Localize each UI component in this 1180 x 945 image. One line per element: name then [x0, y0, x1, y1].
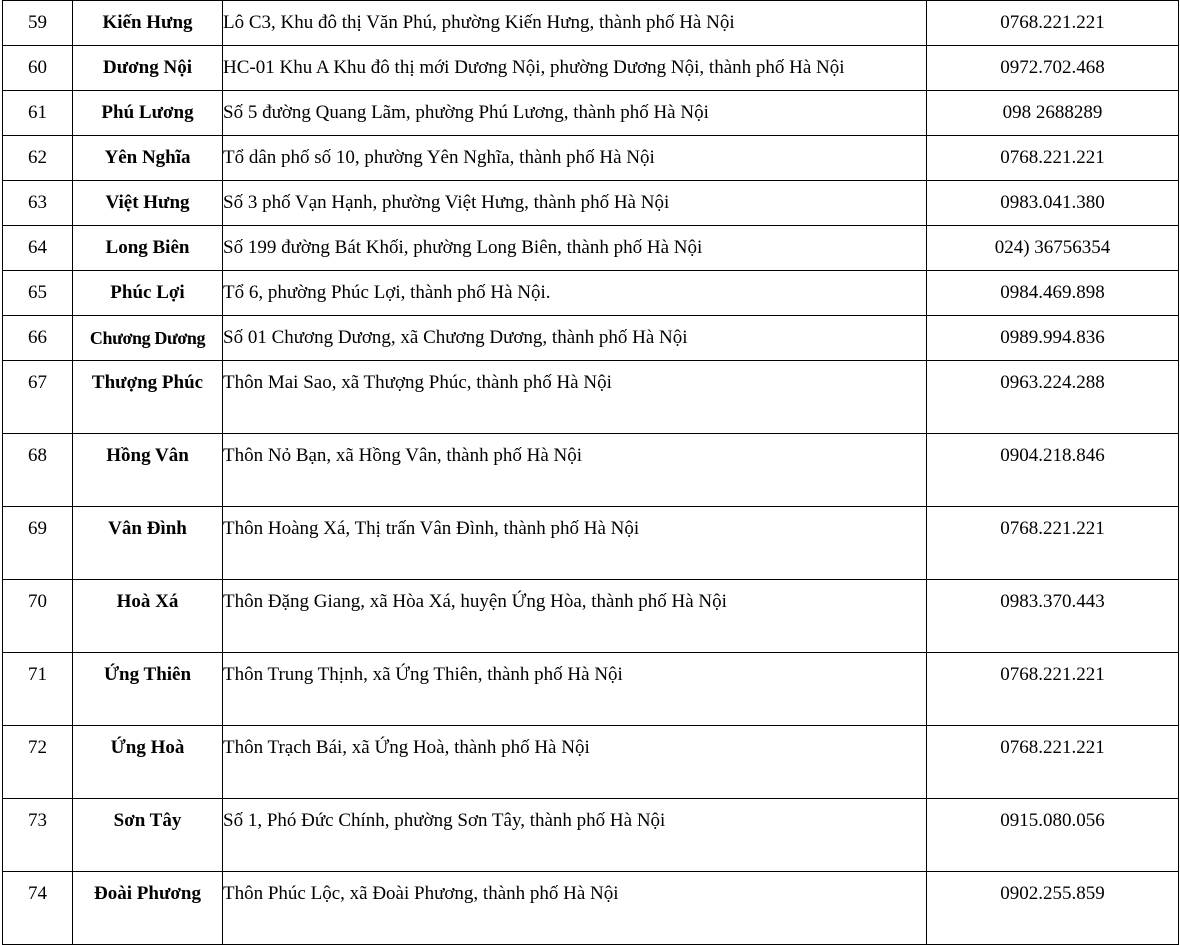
branch-address: Số 1, Phó Đức Chính, phường Sơn Tây, thành phố Hà Nội [223, 799, 927, 872]
table-row [3, 799, 1179, 872]
row-number: 67 [3, 361, 73, 434]
branch-address: Thôn Phúc Lộc, xã Đoài Phương, thành phố Hà Nội [223, 872, 927, 945]
table-row [3, 316, 1179, 361]
branch-name: Phú Lương [73, 91, 223, 136]
table-row [3, 726, 1179, 799]
branch-phone: 0768.221.221 [927, 507, 1179, 580]
branch-name: Hồng Vân [73, 434, 223, 507]
branch-name: Kiến Hưng [73, 1, 223, 46]
branch-phone: 0768.221.221 [927, 136, 1179, 181]
branch-name: Dương Nội [73, 46, 223, 91]
branch-phone: 0984.469.898 [927, 271, 1179, 316]
table-row [3, 226, 1179, 271]
branch-phone: 0768.221.221 [927, 653, 1179, 726]
table-row [3, 1, 1179, 46]
branch-name: Ứng Thiên [73, 653, 223, 726]
branch-address: Thôn Nỏ Bạn, xã Hồng Vân, thành phố Hà Nội [223, 434, 927, 507]
branch-name: Thượng Phúc [73, 361, 223, 434]
branch-name: Long Biên [73, 226, 223, 271]
row-number: 69 [3, 507, 73, 580]
row-number: 65 [3, 271, 73, 316]
branch-phone: 0768.221.221 [927, 726, 1179, 799]
branch-name: Sơn Tây [73, 799, 223, 872]
branch-address: Thôn Đặng Giang, xã Hòa Xá, huyện Ứng Hòa, thành phố Hà Nội [223, 580, 927, 653]
row-number: 59 [3, 1, 73, 46]
row-number: 68 [3, 434, 73, 507]
table-row [3, 271, 1179, 316]
table-row [3, 46, 1179, 91]
branch-address: Số 01 Chương Dương, xã Chương Dương, thành phố Hà Nội [223, 316, 927, 361]
branch-address: Số 3 phố Vạn Hạnh, phường Việt Hưng, thành phố Hà Nội [223, 181, 927, 226]
branch-name: Chương Dương [73, 316, 223, 361]
table-row [3, 361, 1179, 434]
branch-phone: 098 2688289 [927, 91, 1179, 136]
row-number: 72 [3, 726, 73, 799]
branch-name: Vân Đình [73, 507, 223, 580]
branch-address: Thôn Mai Sao, xã Thượng Phúc, thành phố Hà Nội [223, 361, 927, 434]
branch-phone: 0972.702.468 [927, 46, 1179, 91]
row-number: 74 [3, 872, 73, 945]
table-row [3, 136, 1179, 181]
branch-name: Phúc Lợi [73, 271, 223, 316]
branch-address: Số 5 đường Quang Lãm, phường Phú Lương, thành phố Hà Nội [223, 91, 927, 136]
branch-address: HC-01 Khu A Khu đô thị mới Dương Nội, phường Dương Nội, thành phố Hà Nội [223, 46, 927, 91]
branch-name: Ứng Hoà [73, 726, 223, 799]
table-row [3, 653, 1179, 726]
branch-table [2, 0, 1179, 945]
row-number: 73 [3, 799, 73, 872]
row-number: 61 [3, 91, 73, 136]
table-row [3, 181, 1179, 226]
table-row [3, 580, 1179, 653]
table-row [3, 507, 1179, 580]
row-number: 64 [3, 226, 73, 271]
row-number: 63 [3, 181, 73, 226]
branch-name: Việt Hưng [73, 181, 223, 226]
row-number: 66 [3, 316, 73, 361]
row-number: 62 [3, 136, 73, 181]
branch-phone: 0983.041.380 [927, 181, 1179, 226]
branch-address: Tổ dân phố số 10, phường Yên Nghĩa, thành phố Hà Nội [223, 136, 927, 181]
branch-phone: 0915.080.056 [927, 799, 1179, 872]
row-number: 70 [3, 580, 73, 653]
branch-phone: 0902.255.859 [927, 872, 1179, 945]
branch-address: Thôn Trung Thịnh, xã Ứng Thiên, thành phố Hà Nội [223, 653, 927, 726]
branch-phone: 024) 36756354 [927, 226, 1179, 271]
table-row [3, 91, 1179, 136]
branch-phone: 0768.221.221 [927, 1, 1179, 46]
branch-address: Số 199 đường Bát Khối, phường Long Biên, thành phố Hà Nội [223, 226, 927, 271]
branch-address: Tổ 6, phường Phúc Lợi, thành phố Hà Nội. [223, 271, 927, 316]
branch-name: Hoà Xá [73, 580, 223, 653]
branch-phone: 0963.224.288 [927, 361, 1179, 434]
row-number: 60 [3, 46, 73, 91]
row-number: 71 [3, 653, 73, 726]
branch-name: Đoài Phương [73, 872, 223, 945]
branch-phone: 0904.218.846 [927, 434, 1179, 507]
branch-name: Yên Nghĩa [73, 136, 223, 181]
branch-address: Lô C3, Khu đô thị Văn Phú, phường Kiến Hưng, thành phố Hà Nội [223, 1, 927, 46]
table-row [3, 434, 1179, 507]
branch-address: Thôn Trạch Bái, xã Ứng Hoà, thành phố Hà Nội [223, 726, 927, 799]
branch-address: Thôn Hoàng Xá, Thị trấn Vân Đình, thành phố Hà Nội [223, 507, 927, 580]
table-row [3, 872, 1179, 945]
branch-phone: 0983.370.443 [927, 580, 1179, 653]
branch-phone: 0989.994.836 [927, 316, 1179, 361]
